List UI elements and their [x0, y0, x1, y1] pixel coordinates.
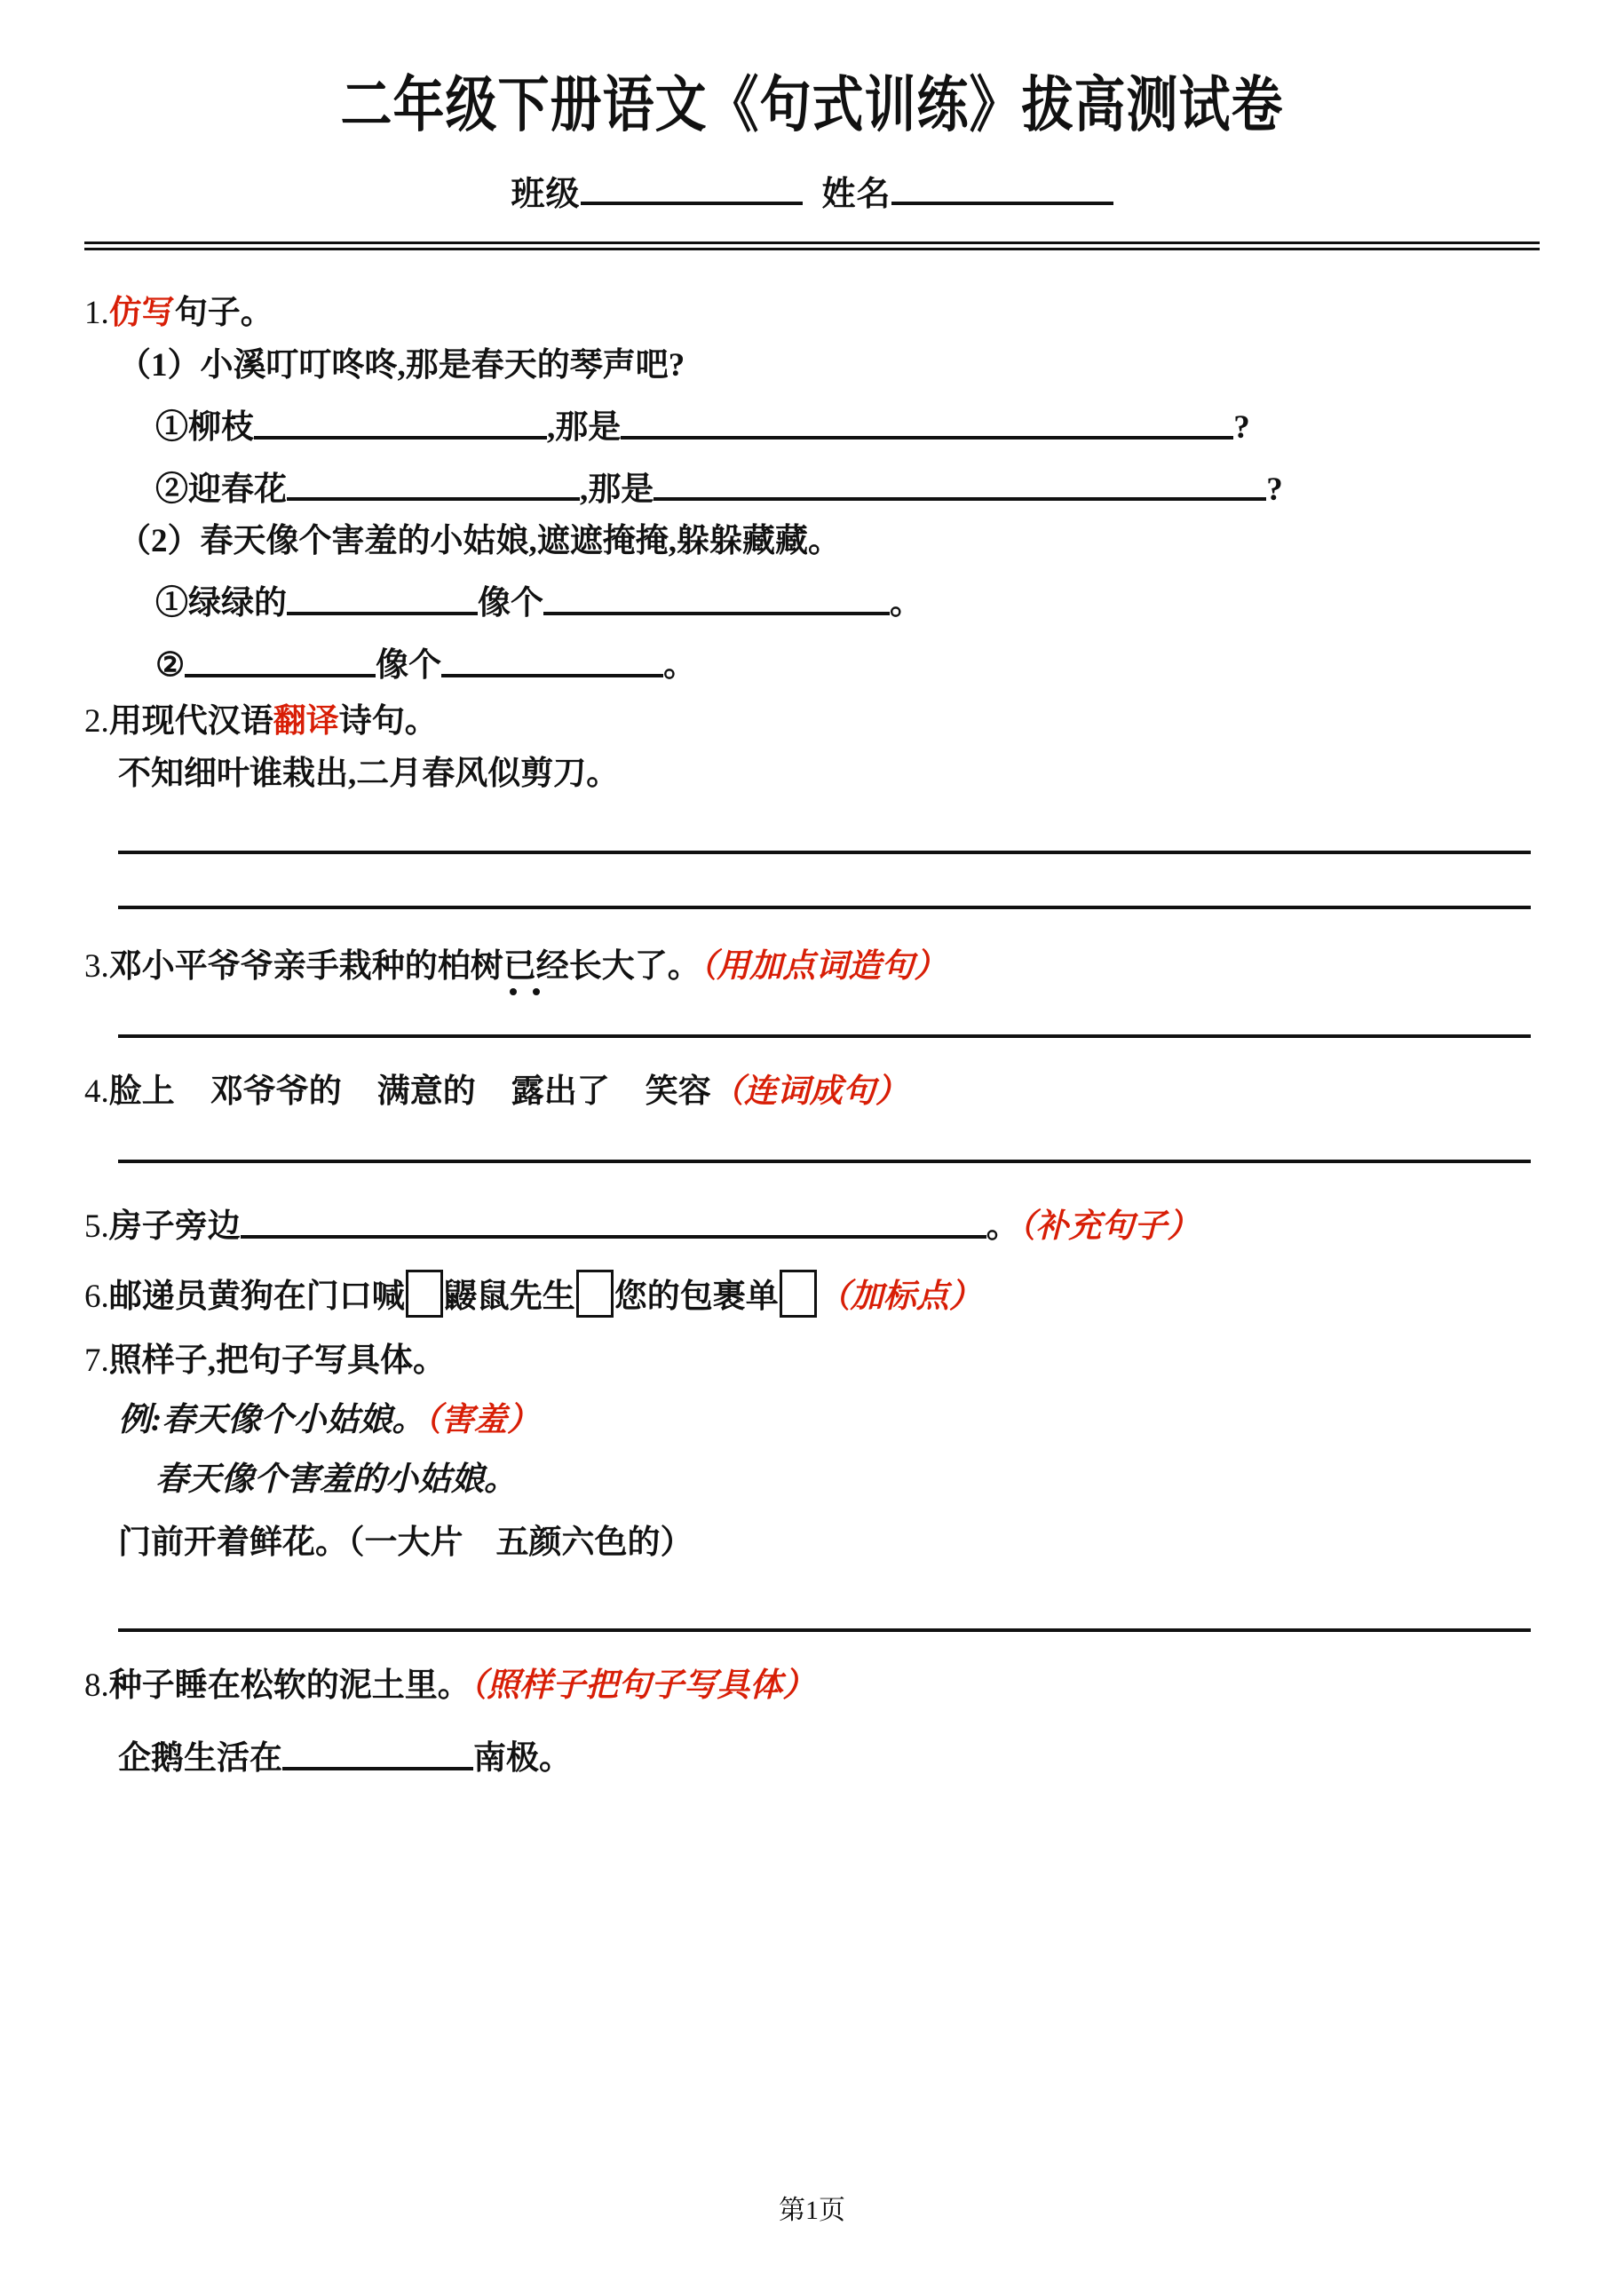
question-3-number: 3. [84, 948, 109, 986]
question-5-period: 。 [986, 1208, 1019, 1245]
question-8 [84, 1669, 1540, 1702]
question-3-hint: （用加点词造句） [700, 948, 947, 986]
q1-2-1-blank-b[interactable] [543, 577, 890, 615]
question-2-answer-line-2[interactable] [118, 906, 1531, 909]
question-1-part-2-item-2 [84, 639, 1540, 685]
question-5-number: 5. [84, 1208, 109, 1245]
question-4 [84, 1073, 1540, 1111]
question-8-number: 8. [84, 1667, 109, 1704]
question-3-emphasized-word: 已经 [503, 948, 569, 986]
question-4-word-5: 笑容 [645, 1073, 711, 1111]
circled-marker-4: ② [155, 647, 186, 685]
q1-2-1-blank-a[interactable] [287, 577, 478, 615]
class-label: 班级 [511, 175, 581, 213]
question-7-practice-text: 门前开着鲜花。（一大片 五颜六色的） [118, 1524, 693, 1561]
q1-2-1-middle: 像个 [478, 585, 543, 622]
circled-marker-1: ① [155, 408, 188, 446]
name-label: 姓名 [821, 175, 891, 213]
question-6-part-2: 鼹鼠先生 [443, 1278, 575, 1315]
q1-1-2-blank-b[interactable] [654, 463, 1266, 502]
page-title: 二年级下册语文《句式训练》拔高测试卷 [340, 71, 1284, 139]
question-5-blank[interactable] [241, 1200, 986, 1239]
question-4-word-4: 露出了 [511, 1073, 610, 1111]
question-5-hint: （补充句子） [1018, 1208, 1200, 1245]
question-6-part-3: 您的包裹单 [614, 1278, 779, 1315]
question-8-text: 种子睡在松软的泥土里。 [108, 1667, 471, 1704]
header-divider [84, 242, 1540, 250]
question-5 [84, 1200, 1540, 1243]
question-8-practice-prefix: 企鹅生活在 [118, 1739, 282, 1777]
q1-2-2-middle: 像个 [376, 647, 442, 685]
question-2-number: 2. [84, 703, 109, 741]
question-1 [84, 294, 1540, 331]
punctuation-box-1[interactable] [406, 1270, 443, 1318]
question-7-text: 照样子,把句子写具体。 [108, 1342, 446, 1379]
question-7 [84, 1344, 1540, 1377]
q1-1-2-prefix: 迎春花 [188, 471, 287, 508]
question-2-prefix: 用现代汉语 [108, 703, 273, 741]
question-6-hint: （加标点） [817, 1278, 982, 1315]
question-4-word-2: 邓爷爷的 [210, 1073, 342, 1111]
question-7-practice [84, 1526, 1540, 1559]
q1-1-2-blank-a[interactable] [287, 463, 580, 502]
question-8-hint: （照样子把句子写具体） [470, 1667, 816, 1704]
question-4-hint: （连词成句） [710, 1073, 908, 1111]
question-2-answer-line-1[interactable] [118, 851, 1531, 854]
question-3-answer-line[interactable] [118, 1034, 1531, 1038]
question-7-example-sentence: 春天像个小姑娘。 [162, 1401, 425, 1438]
question-7-number: 7. [84, 1342, 109, 1379]
question-1-number: 1. [84, 294, 109, 331]
question-2-red-keyword: 翻译 [273, 703, 339, 741]
question-6 [84, 1270, 1540, 1318]
q1-1-1-suffix: ? [1233, 408, 1250, 446]
question-3 [84, 948, 1540, 986]
question-7-example [84, 1401, 1540, 1438]
name-input-blank[interactable] [891, 202, 1113, 205]
question-8-blank[interactable] [282, 1732, 473, 1770]
circled-marker-2: ② [155, 471, 188, 508]
q1-1-1-blank-a[interactable] [254, 401, 547, 440]
question-1-part-2-item-1 [84, 577, 1540, 620]
question-2-poem [84, 756, 1540, 793]
question-7-example-answer-text: 春天像个害羞的小姑娘。 [155, 1461, 517, 1498]
question-3-text-b: 长大了。 [568, 948, 701, 986]
q1-2-2-suffix: 。 [663, 647, 697, 685]
punctuation-box-3[interactable] [780, 1270, 817, 1318]
question-2-suffix: 诗句。 [338, 703, 438, 741]
q1-2-2-blank-a[interactable] [185, 639, 376, 677]
student-info-line [84, 166, 1540, 215]
question-1-part-2-text: （2）春天像个害羞的小姑娘,遮遮掩掩,躲躲藏藏。 [118, 523, 841, 560]
q1-1-2-middle: ,那是 [580, 471, 654, 508]
question-1-part-1-item-1 [84, 401, 1540, 444]
punctuation-box-2[interactable] [576, 1270, 614, 1318]
question-4-number: 4. [84, 1073, 109, 1111]
question-4-answer-line[interactable] [118, 1160, 1531, 1163]
question-8-practice [84, 1732, 1540, 1775]
question-1-part-1-text: （1）小溪叮叮咚咚,那是春天的琴声吧? [118, 346, 685, 384]
question-3-text-a: 邓小平爷爷亲手栽种的柏树 [108, 948, 503, 986]
questions-container [84, 250, 1540, 1775]
question-7-example-answer [84, 1463, 1540, 1496]
q1-1-1-blank-b[interactable] [621, 401, 1233, 440]
question-2 [84, 703, 1540, 741]
q1-2-1-prefix: 绿绿的 [188, 585, 287, 622]
question-7-example-hint: （害羞） [424, 1401, 540, 1438]
question-4-word-1: 脸上 [108, 1073, 175, 1111]
page-footer [0, 2188, 1624, 2227]
q1-2-2-blank-b[interactable] [441, 639, 663, 677]
question-2-poem-text: 不知细叶谁栽出,二月春风似剪刀。 [118, 756, 620, 793]
q1-1-2-suffix: ? [1266, 471, 1283, 508]
question-8-practice-suffix: 南极。 [473, 1739, 572, 1777]
question-1-part-1-item-2 [84, 463, 1540, 506]
circled-marker-3: ① [155, 585, 188, 622]
question-7-example-label: 例: [118, 1401, 162, 1438]
q1-1-1-middle: ,那是 [547, 408, 622, 446]
q1-1-1-prefix: 柳枝 [188, 408, 254, 446]
question-5-text: 房子旁边 [108, 1208, 241, 1245]
question-1-part-2 [84, 525, 1540, 558]
question-7-answer-line[interactable] [118, 1628, 1531, 1632]
question-1-part-1 [84, 346, 1540, 384]
class-input-blank[interactable] [581, 202, 803, 205]
question-6-number: 6. [84, 1278, 109, 1315]
question-1-red-keyword: 仿写 [108, 294, 175, 331]
question-6-part-1: 邮递员黄狗在门口喊 [108, 1278, 405, 1315]
page-number: 第1页 [779, 2196, 845, 2225]
question-4-word-3: 满意的 [376, 1073, 476, 1111]
q1-2-1-suffix: 。 [890, 585, 923, 622]
question-1-text: 句子。 [174, 294, 273, 331]
